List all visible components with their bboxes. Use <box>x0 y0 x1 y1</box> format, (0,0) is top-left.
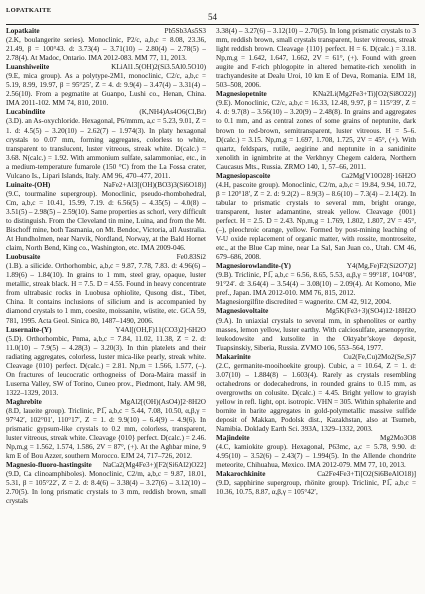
mineral-name: Luanshiweiite <box>6 63 50 72</box>
mineral-entry <box>216 172 416 262</box>
mineral-name: Majindeite <box>216 434 250 443</box>
mineral-name: Magnesiorowlandite-(Y) <box>216 262 291 271</box>
mineral-entry <box>6 326 206 398</box>
mineral-entry <box>6 108 206 180</box>
entry-heading <box>216 434 416 443</box>
entry-heading <box>216 470 416 479</box>
mineral-formula: NaFe2+Al3[(OH)(BO3)3(Si6O18)] <box>103 180 206 189</box>
entry-description: (3.D). an As-oxychloride. Hexagonal, P6/mmm, a,c = 5.23, 9.01, Z = 1. d: 4.5(5) – 3.20(10) – 2.62(7) – 1.974(3). In platy hexagonal crystals to 0.07 mm, forming aggregates, colorless to white, transparent to translucent, luster vitreous, streak white. D(calc.) = 3.68. N(calc.) = 1.92. With ammonium sulfate, salammoniac, etc., in a medium-temperature fumarole (150 °C) from the La Fossa crater, Vulcano Is., Lipari Islands, Italy. AM 96, 470–477, 2011. <box>6 117 206 180</box>
mineral-entry <box>216 434 416 470</box>
mineral-name: Magnesiopetnite <box>216 90 267 99</box>
mineral-entry <box>6 253 206 325</box>
entry-heading <box>216 353 416 362</box>
entry-description: (2.C, germanite-mooihoekite group). Cubic, a = 10.64, Z = 1. d: 3.07(10) – 1.884(8) – 1.603(4). Rarely as crystals resembling octahedrons or dodecahedrons, in rounded grains to 0.15 mm, as overgrowths on colusite. D(calc.) = 4.45. Bright yellow to grayish yellow in refl. light, opt. isotropic. VHN = 305. Within sphalerite and bornite in barite aggregates in gold-polymetallic massive sulfide deposit of Makkan, Podolsk dist., Kazakhstan, also at Tsumeb, Namibia. Doklady Earth Sci. 393A, 1329–1332, 2003. <box>216 361 416 434</box>
right-column <box>216 27 416 591</box>
mineral-name: Magnesiopascoite <box>216 171 271 180</box>
mineral-name: Maghrebite <box>6 397 42 406</box>
mineral-name: Magnesio-fluoro-hastingsite <box>6 461 92 470</box>
entry-description: (9.E, mica group). As a polytype-2M1, monoclinic, C2/c, a,b,c = 5.19, 8.99, 19.97, β = 95°25′, Z = 4. d: 9.9(4) – 3.47(4) – 3.31(4) – 2.56(10). From a pegmatite at Guanpo, Lushi co., Henan, China. IMA 2011-102. MM 74, 810, 2010. <box>6 72 206 108</box>
entry-heading <box>6 63 206 72</box>
entry-heading <box>6 461 206 470</box>
mineral-formula: Pb5Sb3As5S3 <box>164 27 206 35</box>
mineral-formula: (K,NH4)As4O6(Cl,Br) <box>139 108 206 117</box>
mineral-formula: KLiAl1.5(OH)2(Si3.5Al0.5O10) <box>111 63 206 72</box>
entry-heading <box>6 108 206 117</box>
entry-description: (9.E). Monoclinic, C2/c, a,b,c = 16.33, 12.48, 9.97, β = 115°39′, Z = 4. d: 9.7(8) – 3.56(10) – 3.20(9) – 2.48(8). In grains and aggregates to 0.1 mm, and as central zones of some grains of neptunite, dark brown to red-brown, semitransparent, luster vitreous. H = 5–6. D(calc.) = 3.15. Np,m,g = 1.697, 1.708, 1.725, 2V = 45°, (+). With quartz, feldspars, rutile, aegirine and neptunite in a sanidinite xenolith in ignimbrite at the Verkhnyy Chegem caldera, Northern Caucasus Mts., Russia. ZRMO 140, 1, 57–66, 2011. <box>216 99 416 171</box>
entry-description: (4.H, pascoite group). Monoclinic, C2/m, a,b,c = 19.84, 9.94, 10.72, β = 120°18′, Z = 2. d: 9.2(2) – 8.9(3) – 8.6(10) – 7.3(4) – 2.14(2). In tabular to prismatic crystals to several mm, bright orange, transparent, luster adamantine, streak yellow. Cleavage {001} perfect. H = 2.5. D = 2.43. Np,m,g = 1.769, 1.802, 1.807, 2V = 45°, (–), pleochroic orange, yellow. Formed by post-mining leaching of V-U oxide replacement of organic matter, with rossite, montroseite, etc., at the Blue Cap mine, near La Sal, San Juan co., Utah. CM 46, 679–686, 2008. <box>216 180 416 262</box>
header-rule <box>6 24 419 25</box>
entry-description: (9.B). Triclinic, P1̅, a,b,c = 6.56, 8.65, 5.53, α,β,γ = 99°18′, 104°08′, 91°24′. d: 3.64(4) – 3.54(4) – 3.08(10) – 2.09(4). At Komono, Mie pref., Japan. IMA 2012-010. MM 76, 815, 2012. <box>216 271 416 298</box>
mineral-formula: Fe0.83Si2 <box>176 253 206 262</box>
entry-description: (9.D, sapphirine supergroup, rhönite group). Triclinic, P1̅, a,b,c = 10.36, 10.75, 8.87, α,β,γ = 105°42′, <box>216 479 416 497</box>
page-number: 54 <box>208 12 217 22</box>
mineral-entry <box>216 470 416 497</box>
entry-description: (9.A). In uniaxial crystals to several mm, in sphenolites or earthy masses, lemon yellow, luster earthy. With calciosulfate, arsenopyrite, leukodowsite and kutsolite in the Oktyabr’skoye deposit, Tuapsinskiy, Siberia, Russia. ZVMO 106, 553–564, 1977. <box>216 316 416 352</box>
entry-heading <box>6 181 206 190</box>
entry-description: (9.D, Ca clinoamphiboles). Monoclinic, C2/m, a,b,c = 9.87, 18.01, 5.31, β = 105°22′, Z = 2. d: 8.4(6) – 3.38(4) – 3.27(6) – 3.12(10) – 2.70(5). In long prismatic crystals to 3 mm, reddish brown, small crystals <box>6 470 206 506</box>
running-head: LOPATKAITE <box>6 7 52 14</box>
mineral-entry <box>216 307 416 352</box>
entry-heading <box>6 253 206 262</box>
entry-heading <box>216 90 416 99</box>
entry-description: (5.D). Orthorhombic, Pnma, a,b,c = 7.84, 11.02, 11.38, Z = 2. d: 11.0(10) – 7.9(5) – 4.28(3) – 3.20(3). In thin platelets and their radiating aggregates, colorless, luster mica-like pearly, streak white. Cleavage {010} perfect. D(calc.) = 2.81. Np,m = 1.566, 1.577, (–). On fractures of leucocratic orthogneiss of Dora-Maira massif in Luserna Valley, SW of Torino, Cuneo prov., Piedmont, Italy. AM 98, 1322–1329, 2013. <box>6 334 206 397</box>
mineral-name: Makarochkinite <box>216 470 266 479</box>
entry-description: Magnesiorgilfite discredited = wagnerite. CM 42, 912, 2004. <box>216 298 391 307</box>
mineral-formula: Y4(Mg,Fe)F2(Si2O7)2] <box>346 262 416 271</box>
mineral-entry <box>216 262 416 298</box>
entry-heading <box>6 27 206 36</box>
entry-heading <box>6 326 206 335</box>
mineral-formula: NaCa2(Mg4Fe3+)[F2(Si6Al2)O22] <box>102 461 206 470</box>
mineral-formula: Ca2Mg[V10O28]·16H2O <box>341 171 416 180</box>
mineral-formula: Mg2Mo3O8 <box>380 434 416 443</box>
mineral-name: Luinaite-(OH) <box>6 180 51 189</box>
entry-heading <box>6 398 206 407</box>
entry-description: (2.K, boulangerite series). Monoclinic, P2/c, a,b,c = 8.08, 23.36, 21.49, β = 100°43. d: 3.73(4) – 3.71(10) – 2.80(4) – 2.78(5) – 2.78(4). At Madoc, Ontario. IMA 2012-083. MM 77, 11, 2013. <box>6 36 206 63</box>
mineral-entry <box>216 90 416 171</box>
mineral-name: Lusernaite-(Y) <box>6 325 52 334</box>
entry-description: (8.D, laueite group). Triclinic, P1̅, a,b,c = 5.44, 7.08, 10.50, α,β,γ = 97°42′, 102°01′, 110°17′, Z = 1. d: 9.9(10) – 6.4(9) – 4.9(6). In prismatic gypsum-like crystals to 0.2 mm, colorless, transparent, luster vitreous, streak white. Cleavage {010} perfect. D(calc.) = 2.46. Np,m,g = 1.562, 1.574, 1.586, 2V = 87°, (+). At the Aghbar mine, 9 km E of Bou Azzer, southern Morocco. EJM 24, 717–726, 2012. <box>6 406 206 461</box>
mineral-entry <box>216 298 416 307</box>
mineral-entry <box>6 181 206 253</box>
mineral-formula: KNa2Li(Mg2Fe3+Ti)[O2(Si8O22)] <box>312 90 416 99</box>
entry-heading <box>216 172 416 181</box>
mineral-entry <box>6 63 206 108</box>
mineral-name: Magnesiovoltaite <box>216 307 269 316</box>
mineral-entry <box>216 27 416 90</box>
mineral-formula: Y4Al[(OH,F)11(CO3)2]·6H2O <box>115 325 206 334</box>
mineral-entry <box>6 398 206 461</box>
mineral-formula: MgAl2[(OH)(AsO4)]2·8H2O <box>120 397 206 406</box>
entry-description: 3.38(4) – 3.27(6) – 3.12(10) – 2.70(5). In long prismatic crystals to 3 mm, reddish brown, small crystals transparent, luster vitreous, streak light reddish brown. Cleavage {110} perfect. H = 6. D(calc.) = 3.18. Np,m,g = 1.642, 1.647, 1.662, 2V = 61°, (+). Found with green augite and F-rich phlogopite in altered hematite-rich xenolith in trachyandesite at Dealu Uroi, 10 km E of Deva, Romania. EJM 18, 503–508, 2006. <box>216 27 416 90</box>
mineral-name: Lucabindiite <box>6 108 46 117</box>
mineral-name: Makarinite <box>216 352 251 361</box>
mineral-entry <box>6 461 206 506</box>
mineral-entry <box>6 27 206 63</box>
mineral-formula: Mg5K(Fe3+3)(SO4)12·18H2O <box>325 307 416 316</box>
mineral-entry <box>216 353 416 434</box>
entry-description: (1.B). a silicide. Orthorhombic, a,b,c = 9.87, 7.78, 7.83. d: 4.96(6) – 1.89(6) – 1.84(10). In grains to 1 mm, steel gray, opaque, luster metallic, streak black. H = 7.5. D = 4.55. Found in heavy concentrate from ultrabasic rocks in Luobusa ophiolite, Qusong dist., Tibet, China. It contains inclusions of silicium and is accompanied by diamond crystals to 1 mm, coesite, moissanite, wüstite, etc. GCA 59, 781, 1995. Acta Geol. Sinica 80, 1487–1490, 2006. <box>6 262 206 325</box>
entry-heading <box>216 262 416 271</box>
entry-description: (9.C, tourmaline supergroup). Monoclinic, pseudo-rhombohedral, Cm, a,b,c = 10.41, 15.99, 7.19. d: 6.56(5) – 4.35(5) – 4.0(8) – 3.51(5) – 2.98(5) – 2.59(10). Same properties as schorl, very difficult to distinguish. From the Cleveland tin mine, Luina, and from the Mt. Bischoff mine, both Tasmania, on Mt. Bendoc, Victoria, all Australia. At Hundholmen, near Narvik, Nordland, Norway, at the Bald Hornet claim, North Bend, King co., Washington, etc. IMA 2009-046. <box>6 189 206 253</box>
mineral-formula: Ca2Fe4Fe3+Ti[O2(Si6BeAlO18)] <box>317 470 416 479</box>
mineral-name: Lopatkaite <box>6 27 40 35</box>
entry-heading <box>216 307 416 316</box>
entry-description: (4.C, kamiokite group). Hexagonal, P63mc, a,c = 5.78, 9.90. d: 4.95(10) – 3.52(6) – 2.43(7) – 1.994(5). In the Allende chondrite meteorite, Chihuahua, Mexico. IMA 2012-079. MM 77, 10, 2013. <box>216 443 416 470</box>
left-column <box>6 27 206 591</box>
mineral-name: Luobusaite <box>6 253 41 262</box>
mineral-formula: Cu2(Fe,Cu)2Mo2(Se,S)7 <box>343 352 416 361</box>
